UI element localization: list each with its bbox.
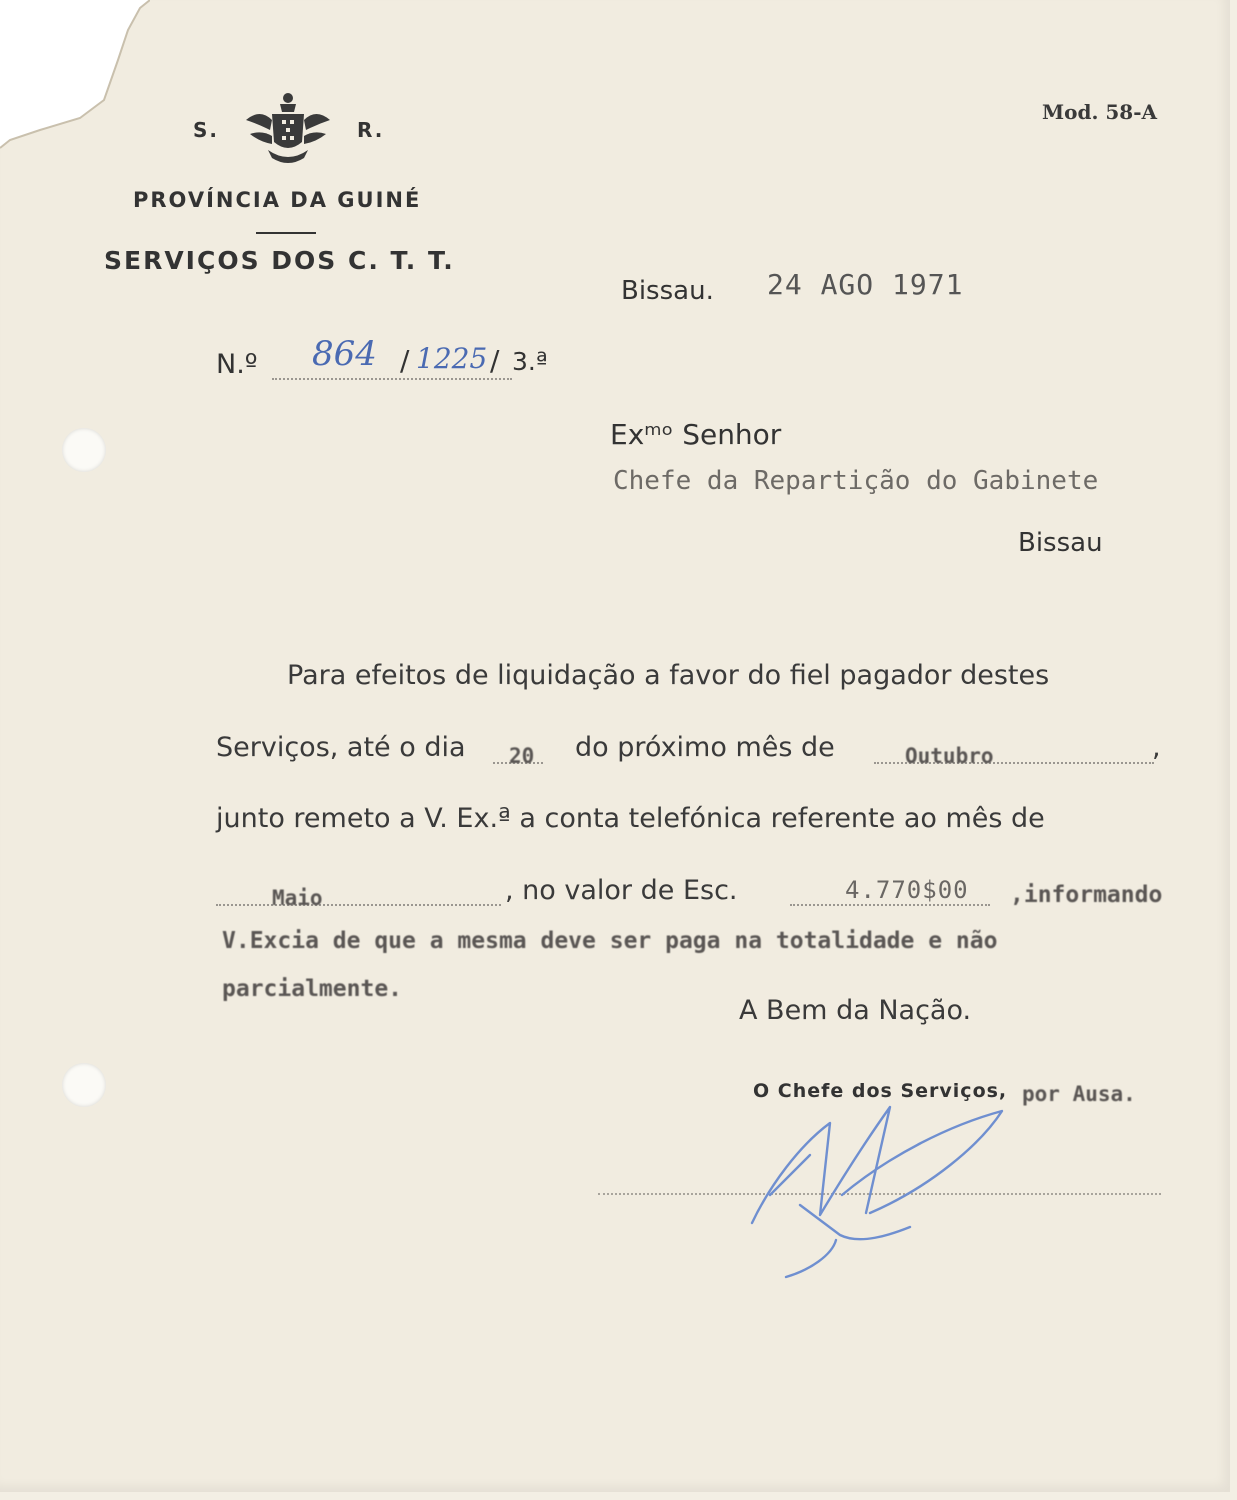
letter-line-4a: , no valor de Esc. [505,875,738,906]
punch-hole-bottom [62,1063,106,1107]
field-reference-month: Maio [272,886,323,910]
field-next-month: Outubro [905,744,994,768]
field-amount: 4.770$00 [845,876,969,904]
letter-addendum-1: ,informando [1010,882,1163,908]
addressee-title: Chefe da Repartição do Gabinete [613,466,1099,496]
date-stamp: 24 AGO 1971 [767,268,964,301]
handwritten-signature [740,1095,1030,1285]
addressee-city: Bissau [1018,528,1103,558]
coat-of-arms-icon [242,90,334,166]
letter-line-2b: do próximo mês de [575,732,835,763]
service-title: SERVIÇOS DOS C. T. T. [104,246,455,275]
mark-right: R. [357,118,385,142]
reference-label: N.º [216,349,258,380]
reference-code: 1225 [416,342,488,375]
mark-left: S. [193,118,220,142]
reference-number: 864 [312,334,377,374]
letter-addendum-3: parcialmente. [222,976,403,1002]
addressee-salutation: Exᵐᵒ Senhor [610,418,782,451]
header-divider [256,232,316,234]
place-label: Bissau. [621,276,714,306]
model-number: Mod. 58-A [1042,100,1158,124]
letter-line-1: Para efeitos de liquidação a favor do fiel pagador destes [287,660,1050,691]
letter-line-2a: Serviços, até o dia [216,732,466,763]
signatory-label: O Chefe dos Serviços, [753,1080,1008,1102]
province-title: PROVÍNCIA DA GUINÉ [133,188,422,212]
reference-dotted-line [272,378,512,380]
closing-salutation: A Bem da Nação. [739,995,972,1026]
punch-hole-top [62,428,106,472]
signatory-suffix: por Ausa. [1022,1082,1136,1106]
torn-corner [0,0,150,150]
letter-line-3: junto remeto a V. Ex.ª a conta telefónica referente ao mês de [216,803,1045,834]
reference-section: 3.ª [512,347,548,376]
letter-addendum-2: V.Excia de que a mesma deve ser paga na totalidade e não [222,928,998,954]
field-day: 20 [509,744,535,768]
